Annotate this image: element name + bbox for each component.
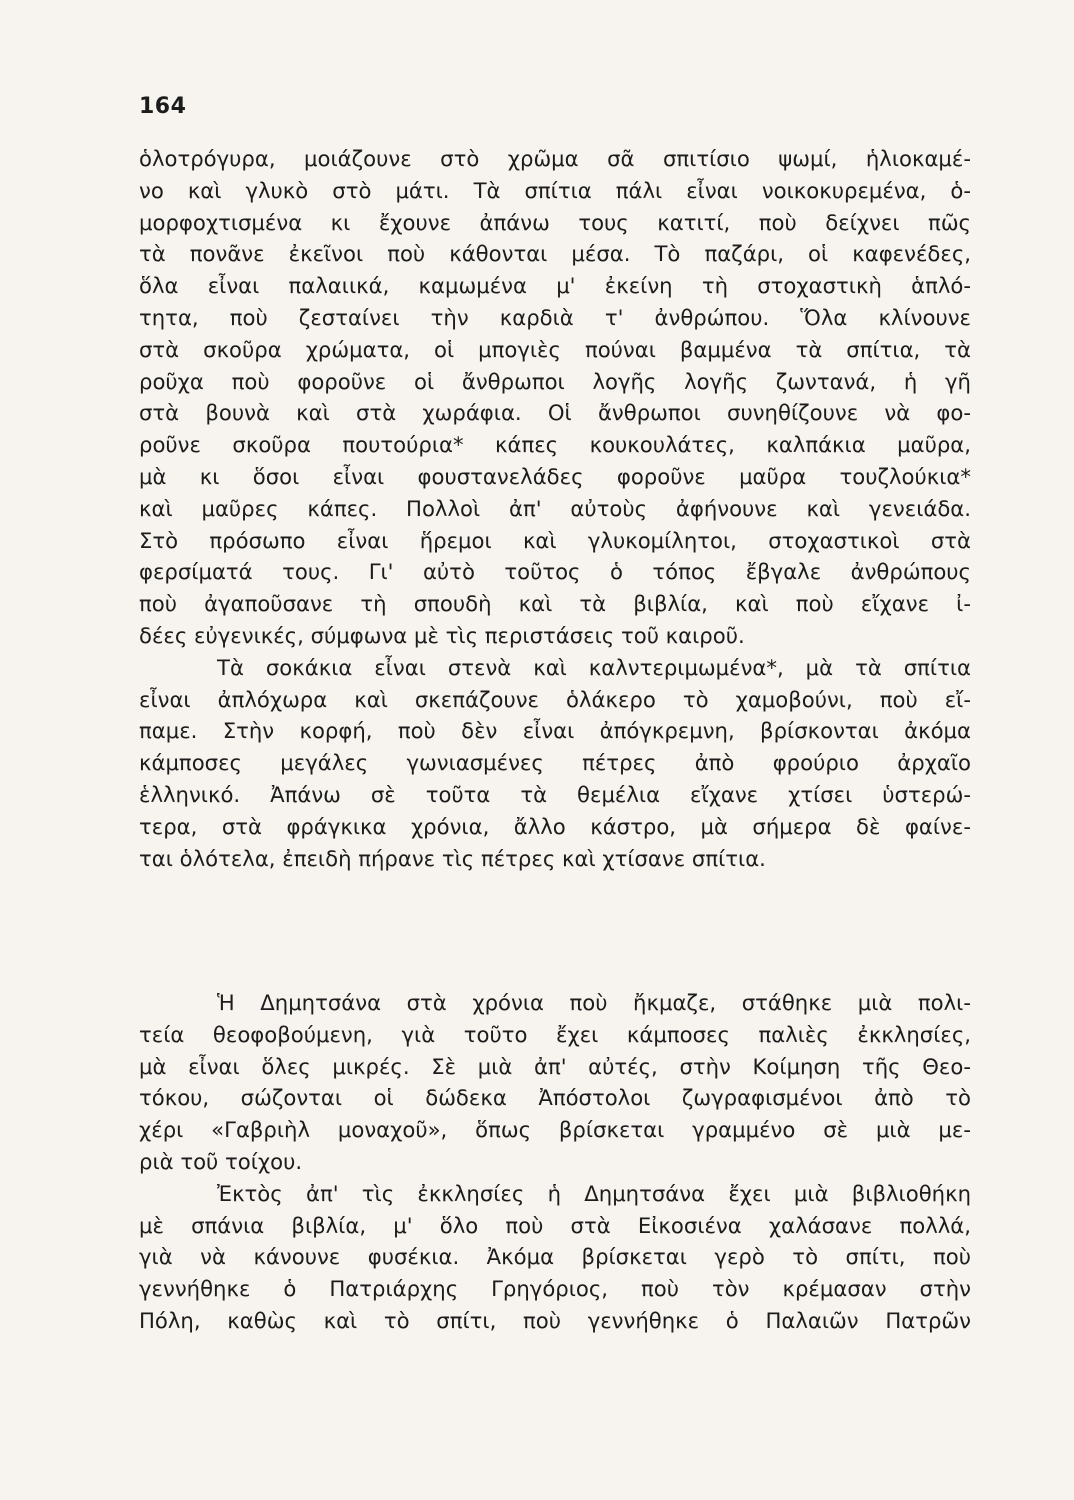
text-line: τεία θεοφοβούμενη, γιὰ τοῦτο ἔχει κάμποσες παλιὲς ἐκκλησίες, xyxy=(139,1021,971,1047)
page-number: 164 xyxy=(139,94,187,119)
text-line: μορφοχτισμένα κι ἔχουνε ἀπάνω τους κατιτί, ποὺ δείχνει πῶς xyxy=(139,209,971,235)
text-line: ὅλα εἶναι παλαιικά, καμωμένα μ' ἐκείνη τὴ στοχαστικὴ ἁπλό- xyxy=(139,273,971,299)
text-line: ἑλληνικό. Ἀπάνω σὲ τοῦτα τὰ θεμέλια εἴχανε χτίσει ὑστερώ- xyxy=(139,781,971,807)
text-line: ὁλοτρόγυρα, μοιάζουνε στὸ χρῶμα σᾶ σπιτίσιο ψωμί, ἡλιοκαμέ- xyxy=(139,146,971,171)
paragraph xyxy=(139,652,971,875)
text-line: νο καὶ γλυκὸ στὸ μάτι. Τὰ σπίτια πάλι εἶναι νοικοκυρεμένα, ὁ- xyxy=(139,177,971,203)
text-line: τὰ πονᾶνε ἐκεῖνοι ποὺ κάθονται μέσα. Τὸ παζάρι, οἱ καφενέδες, xyxy=(139,241,971,267)
text-line: μὰ εἶναι ὅλες μικρές. Σὲ μιὰ ἀπ' αὐτές, στὴν Κοίμηση τῆς Θεο- xyxy=(139,1053,971,1079)
text-line: τητα, ποὺ ζεσταίνει τὴν καρδιὰ τ' ἀνθρώπου. Ὅλα κλίνουνε xyxy=(139,304,971,330)
text-line: ριὰ τοῦ τοίχου. xyxy=(139,1148,303,1174)
text-line: γεννήθηκε ὁ Πατριάρχης Γρηγόριος, ποὺ τὸν κρέμασαν στὴν xyxy=(139,1276,971,1302)
text-line: στὰ βουνὰ καὶ στὰ χωράφια. Οἱ ἄνθρωποι συνηθίζουνε νὰ φο- xyxy=(139,400,971,426)
text-line: Τὰ σοκάκια εἶναι στενὰ καὶ καλντεριμωμένα*, μὰ τὰ σπίτια xyxy=(217,654,971,680)
text-line: Πόλη, καθὼς καὶ τὸ σπίτι, ποὺ γεννήθηκε ὁ Παλαιῶν Πατρῶν xyxy=(139,1307,971,1333)
text-line: φερσίματά τους. Γι' αὐτὸ τοῦτος ὁ τόπος ἔβγαλε ἀνθρώπους xyxy=(139,559,971,585)
text-line: ροῦχα ποὺ φοροῦνε οἱ ἄνθρωποι λογῆς λογῆς ζωντανά, ἡ γῆ xyxy=(139,368,971,394)
text-line: τερα, στὰ φράγκικα χρόνια, ἄλλο κάστρο, μὰ σήμερα δὲ φαίνε- xyxy=(139,813,971,839)
text-line: γιὰ νὰ κάνουνε φυσέκια. Ἀκόμα βρίσκεται γερὸ τὸ σπίτι, ποὺ xyxy=(139,1244,971,1270)
text-line: μὰ κι ὅσοι εἶναι φουστανελάδες φοροῦνε μαῦρα τουζλούκια* xyxy=(139,463,971,489)
text-line: παμε. Στὴν κορφή, ποὺ δὲν εἶναι ἀπόγκρεμνη, βρίσκονται ἀκόμα xyxy=(139,718,971,744)
text-block-lower xyxy=(139,987,971,1337)
text-line: ται ὁλότελα, ἐπειδὴ πήρανε τὶς πέτρες καὶ χτίσανε σπίτια. xyxy=(139,845,766,871)
paragraph xyxy=(139,987,971,1178)
text-line: Ἡ Δημητσάνα στὰ χρόνια ποὺ ἤκμαζε, στάθηκε μιὰ πολι- xyxy=(217,990,971,1015)
text-line: χέρι «Γαβριὴλ μοναχοῦ», ὅπως βρίσκεται γραμμένο σὲ μιὰ με- xyxy=(139,1117,971,1143)
text-block-upper xyxy=(139,143,971,874)
text-line: τόκου, σώζονται οἱ δώδεκα Ἀπόστολοι ζωγραφισμένοι ἀπὸ τὸ xyxy=(139,1085,971,1111)
text-line: δέες εὐγενικές, σύμφωνα μὲ τὶς περιστάσεις τοῦ καιροῦ. xyxy=(139,622,745,648)
text-line: στὰ σκοῦρα χρώματα, οἱ μπογιὲς πούναι βαμμένα τὰ σπίτια, τὰ xyxy=(139,336,971,362)
text-line: Στὸ πρόσωπο εἶναι ἥρεμοι καὶ γλυκομίλητοι, στοχαστικοὶ στὰ xyxy=(139,527,971,553)
text-line: Ἐκτὸς ἀπ' τὶς ἐκκλησίες ἡ Δημητσάνα ἔχει μιὰ βιβλιοθήκη xyxy=(217,1180,971,1206)
text-line: κάμποσες μεγάλες γωνιασμένες πέτρες ἀπὸ φρούριο ἀρχαῖο xyxy=(139,750,971,776)
text-line: ποὺ ἀγαποῦσανε τὴ σπουδὴ καὶ τὰ βιβλία, καὶ ποὺ εἴχανε ἰ- xyxy=(139,591,971,617)
text-line: ροῦνε σκοῦρα πουτούρια* κάπες κουκουλάτες, καλπάκια μαῦρα, xyxy=(139,432,971,458)
paragraph xyxy=(139,1178,971,1337)
text-line: καὶ μαῦρες κάπες. Πολλοὶ ἀπ' αὐτοὺς ἀφήνουνε καὶ γενειάδα. xyxy=(139,495,971,521)
text-line: εἶναι ἀπλόχωρα καὶ σκεπάζουνε ὁλάκερο τὸ χαμοβούνι, ποὺ εἴ- xyxy=(139,686,971,712)
paragraph xyxy=(139,143,971,652)
text-line: μὲ σπάνια βιβλία, μ' ὅλο ποὺ στὰ Εἰκοσιένα χαλάσανε πολλά, xyxy=(139,1212,971,1238)
